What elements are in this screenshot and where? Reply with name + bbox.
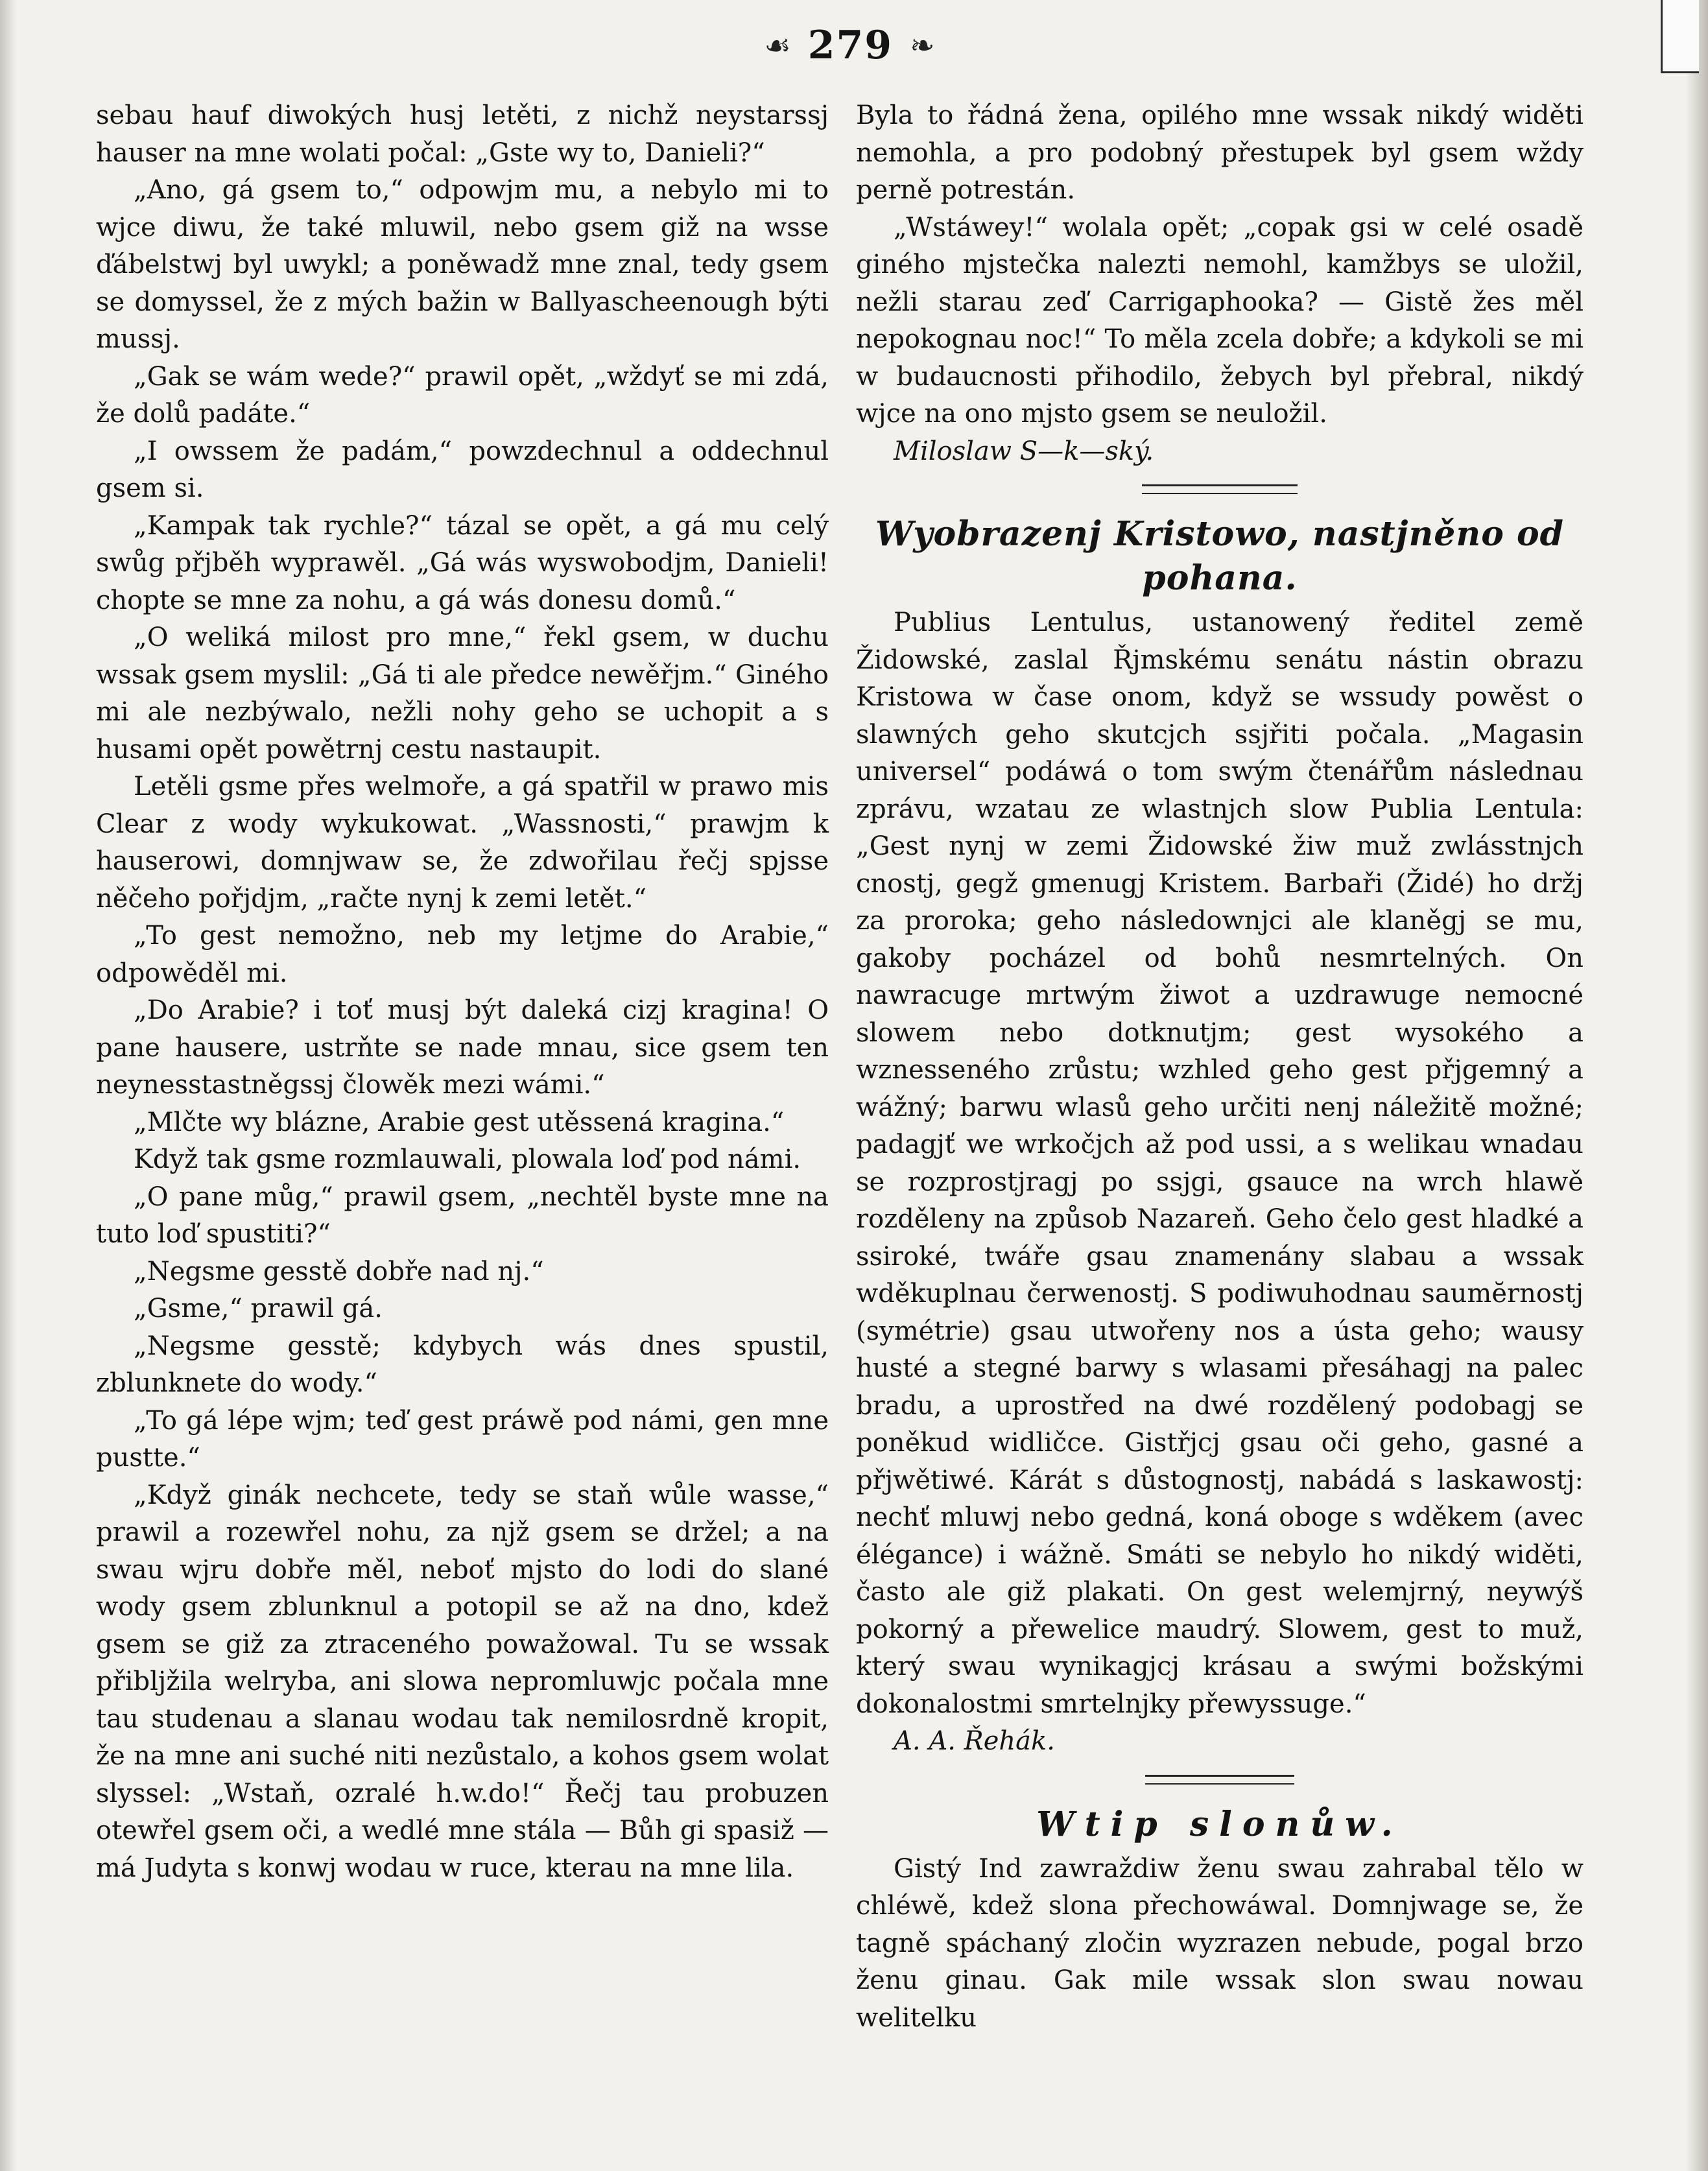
paragraph: Byla to řádná žena, opilého mne wssak nikdý widěti nemohla, a pro podobný přestupek byl gsem wždy perně potrestán. bbox=[856, 101, 1583, 205]
paragraph: „Ano, gá gsem to,“ odpowjm mu, a nebylo mi to wjce diwu, že také mluwil, nebo gsem giž na wsse ďábelstwj byl uwykl; a poněwadž mne znal, tedy gsem se domyssel, že z mých bažin w Ballyascheenough býti mussj. bbox=[96, 175, 829, 354]
paragraph: „Wstáwey!“ wolala opět; „copak gsi w celé osadě giného mjstečka nalezti nemohl, kamžbys se uložil, nežli starau zeď Carrigaphooka? — Gistě žes měl nepokognau noc!“ To měla zcela dobře; a kdykoli se mi w budaucnosti přihodilo, žebych byl přebral, nikdý wjce na ono mjsto gsem se neuložil. bbox=[856, 212, 1583, 429]
paragraph: „Když ginák nechcete, tedy se staň wůle wasse,“ prawil a rozewřel nohu, za njž gsem se držel; a na swau wjru dobře měl, neboť mjsto do lodi do slané wody gsem zblunknul a potopil se až na dno, kdež gsem se giž za ztraceného powažowal. Tu se wssak přibljžila welryba, ani slowa nepromluwjc počala mne tau studenau a slanau wodau tak nemilosrdně kropit, že na mne ani suché niti nezůstalo, a kohos gsem wolat slyssel: „Wstaň, ozralé h.w.do!“ Řečj tau probuzen otewřel gsem oči, a wedlé mne stála — Bůh gi spasiž — má Judyta s konwj wodau w ruce, kterau na mne lila. bbox=[96, 1480, 829, 1883]
paragraph: „O weliká milost pro mne,“ řekl gsem, w duchu wssak gsem myslil: „Gá ti ale předce newěřjm.“ Giného mi ale nezbýwalo, nežli nohy geho se uchopit a s husami opět powětrnj cestu nastaupit. bbox=[96, 623, 829, 765]
paragraph: „Negsme gesstě dobře nad nj.“ bbox=[134, 1256, 544, 1287]
paragraph: „To gest nemožno, neb my letjme do Arabie,“ odpowěděl mi. bbox=[96, 921, 829, 988]
section-divider bbox=[1145, 1775, 1294, 1785]
paragraph: „Mlčte wy blázne, Arabie gest utěssená kragina.“ bbox=[134, 1107, 785, 1137]
page-number: 279 bbox=[807, 23, 893, 68]
paragraph: „O pane můg,“ prawil gsem, „nechtěl byste mne na tuto loď spustiti?“ bbox=[96, 1181, 829, 1249]
section-divider bbox=[1142, 484, 1298, 494]
scan-edge-left bbox=[0, 0, 17, 2171]
scan-edge-right bbox=[1686, 0, 1708, 2171]
signature: Miloslaw S—k—ský. bbox=[894, 436, 1154, 466]
right-column bbox=[856, 97, 1583, 2037]
paragraph: Letěli gsme přes welmoře, a gá spatřil w prawo mis Clear z wody wykukowat. „Wassnosti,“ prawjm k hauserowi, domnjwaw se, že zdwořilau řečj spjsse něčeho pořjdjm, „račte nynj k zemi letět.“ bbox=[96, 772, 829, 914]
left-column bbox=[96, 97, 829, 1887]
ornament-right-icon: ❧ bbox=[909, 28, 935, 63]
page-tab-marker bbox=[1661, 0, 1699, 73]
article-title: Wyobrazenj Kristowo, nastjněno od pohana. bbox=[875, 514, 1565, 598]
page-header bbox=[720, 19, 979, 71]
paragraph: „Kampak tak rychle?“ tázal se opět, a gá mu celý swůg přjběh wyprawěl. „Gá wás wyswobodjm, Danieli! chopte se mne za nohu, a gá wás donesu domů.“ bbox=[96, 510, 829, 615]
signature: A. A. Řehák. bbox=[894, 1726, 1055, 1756]
paragraph: „Negsme gesstě; kdybych wás dnes spustil, zblunknete do wody.“ bbox=[96, 1331, 829, 1398]
paragraph: Gistý Ind zawraždiw ženu swau zahrabal tělo w chléwě, kdež slona přechowáwal. Domnjwage se, že tagně spáchaný zločin wyzrazen nebude, pogal brzo ženu ginau. Gak mile wssak slon swau nowau welitelku bbox=[856, 1853, 1583, 2033]
paragraph: „Gsme,“ prawil gá. bbox=[134, 1294, 383, 1323]
paragraph: „Gak se wám wede?“ prawil opět, „wždyť se mi zdá, že dolů padáte.“ bbox=[96, 361, 829, 429]
paragraph: sebau hauf diwokých husj letěti, z nichž neystarssj hauser na mne wolati počal: „Gste wy to, Danieli?“ bbox=[96, 101, 829, 168]
ornament-left-icon: ☙ bbox=[764, 28, 791, 63]
paragraph: „I owssem že padám,“ powzdechnul a oddechnul gsem si. bbox=[96, 436, 829, 503]
article-title: Wtip slonůw. bbox=[1036, 1804, 1403, 1844]
paragraph: „Do Arabie? i toť musj být daleká cizj kragina! O pane hausere, ustrňte se nade mnau, sice gsem ten neynesstastněgssj člowěk mezi wámi.“ bbox=[96, 995, 829, 1100]
paragraph: Když tak gsme rozmlauwali, plowala loď pod námi. bbox=[134, 1145, 801, 1174]
paragraph: „To gá lépe wjm; teď gest práwě pod námi, gen mne pustte.“ bbox=[96, 1405, 829, 1473]
paragraph: Publius Lentulus, ustanowený ředitel země Židowské, zaslal Řjmskému senátu nástin obrazu Kristowa w čase onom, když se wssudy powěst o slawných geho skutcjch ssjřiti počala. „Magasin universel“ podáwá o tom swým čtenářům následnau zprávu, wzatau ze wlastnjch slow Publia Lentula: „Gest nynj w zemi Židowské žiw muž zwlásstnjch cnostj, gegž gmenugj Kristem. Barbaři (Židé) ho držj za proroka; geho následownjci ale klaněgj se mu, gakoby pocházel od bohů nesmrtelných. On nawracuge mrtwým žiwot a uzdrawuge nemocné slowem nebo dotknutjm; gest wysokého a wznesseného zrůstu; wzhled geho gest přjgemný a wážný; barwu wlasů geho určiti nenj náležitě možné; padagjť we wrkočjch až pod ussi, a s welikau wnadau se rozprostjragj po ssjgi, gsauce na wrch hlawě rozděleny na způsob Nazareň. Geho čelo gest hladké a ssiroké, twáře gsau znamenány slabau a wssak wděkuplnau čerwenostj. S podiwuhodnau saumĕrnostj (symétrie) gsau utwořeny nos a ústa geho; wausy husté a stegné barwy s wlasami přesáhagj na palec bradu, a uprostřed na dwé rozdělený podobagj se poněkud widličce. Gistřjcj gsau oči geho, gasné a přjwětiwé. Kárát s důstognostj, nabádá s laskawostj: nechť mluwj nebo gedná, koná oboge s wděkem (avec élégance) i wážně. Smáti se nebylo ho nikdý widěti, často ale giž plakati. On gest welemjrný, neywýš pokorný a přewelice maudrý. Slowem, gest to muž, který swau wynikagjcj krásau a swými božskými dokonalostmi smrtelnjky přewyssuge.“ bbox=[856, 608, 1583, 1719]
